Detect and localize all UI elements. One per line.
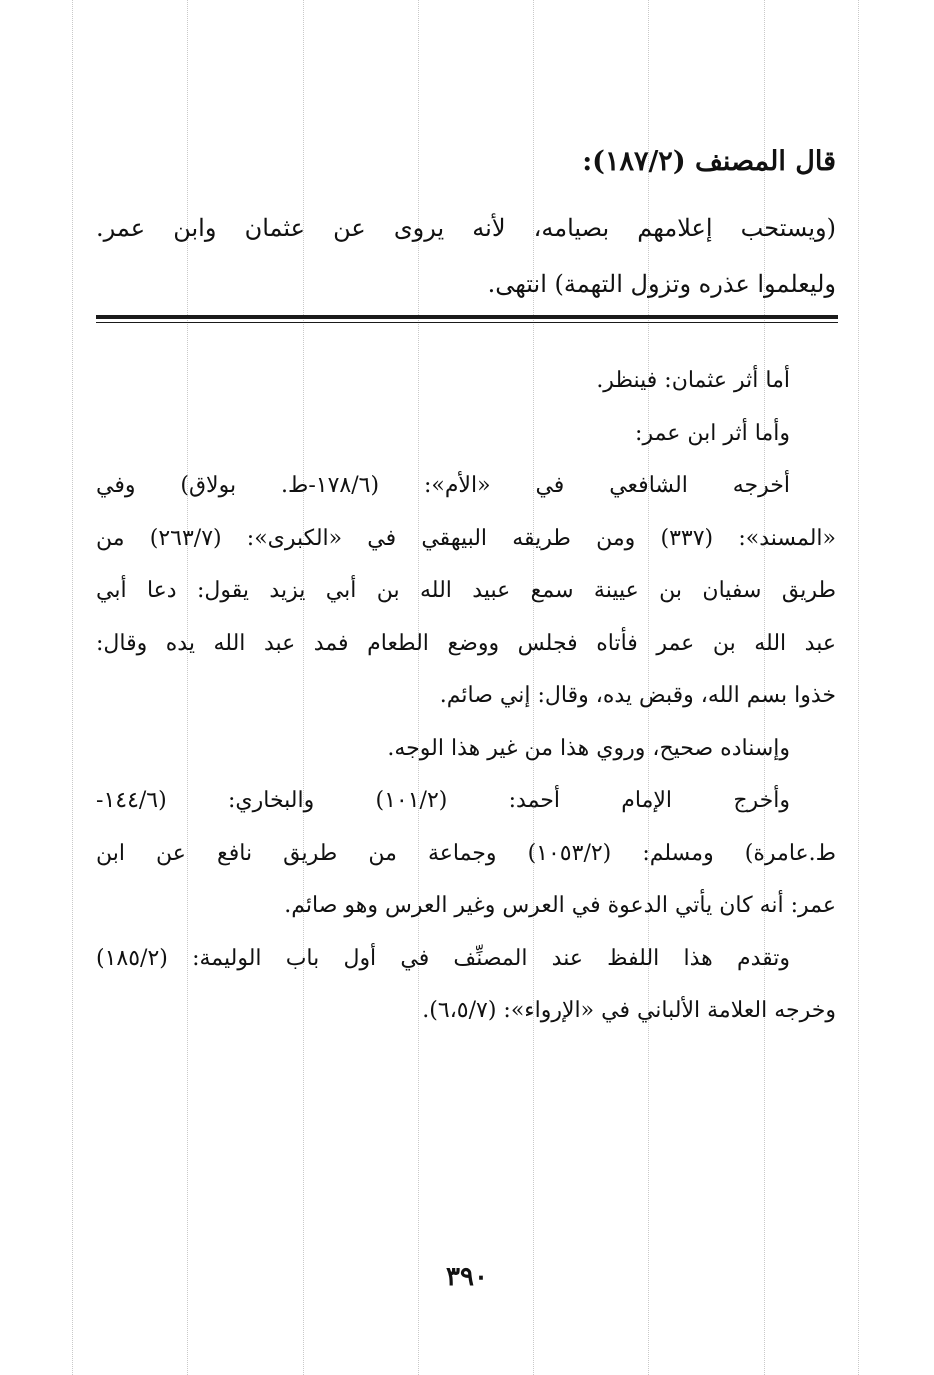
body-line: وتقدم هذا اللفظ عند المصنِّف في أول باب الوليمة: (١٨٥/٢) [96,945,790,971]
body-line: «المسند»: (٣٣٧) ومن طريقه البيهقي في «الكبرى»: (٢٦٣/٧) من [96,525,836,551]
scan-artifact-line [72,0,73,1375]
body-line: أخرجه الشافعي في «الأم»: (١٧٨/٦-ط. بولاق) وفي [96,473,790,498]
body-line: خذوا بسم الله، وقبض يده، وقال: إني صائم. [439,683,836,708]
scan-artifact-line [858,0,859,1375]
body-line: وخرجه العلامة الألباني في «الإرواء»: (٦،٥/٧). [422,998,836,1023]
quote-line: وليعلموا عذره وتزول التهمة) انتهى. [487,270,836,298]
separator-rule-thin [96,322,838,323]
body-line: طريق سفيان بن عيينة سمع عبيد الله بن أبي يزيد يقول: دعا أبي [96,578,836,603]
section-heading: قال المصنف (١٨٧/٢): [582,146,836,177]
separator-rule [96,315,838,319]
commentary-body [96,355,836,1038]
body-line: وأما أثر ابن عمر: [635,420,790,446]
body-line: ط.عامرة) ومسلم: (١٠٥٣/٢) وجماعة من طريق نافع عن ابن [96,840,836,866]
body-line: أما أثر عثمان: فينظر. [596,368,790,393]
quote-line: (ويستحب إعلامهم بصيامه، لأنه يروى عن عثمان وابن عمر. [96,214,836,242]
body-line: وإسناده صحيح، وروي هذا من غير هذا الوجه. [387,735,790,761]
body-line: وأخرج الإمام أحمد: (١٠١/٢) والبخاري: (١٤٤/٦- [96,788,790,813]
body-line: عبد الله بن عمر فأتاه فجلس ووضع الطعام فمد عبد الله يده وقال: [96,630,836,656]
author-quote [96,200,836,312]
body-line: عمر: أنه كان يأتي الدعوة في العرس وغير العرس وهو صائم. [284,893,836,918]
page-number: ٣٩٠ [446,1262,488,1292]
